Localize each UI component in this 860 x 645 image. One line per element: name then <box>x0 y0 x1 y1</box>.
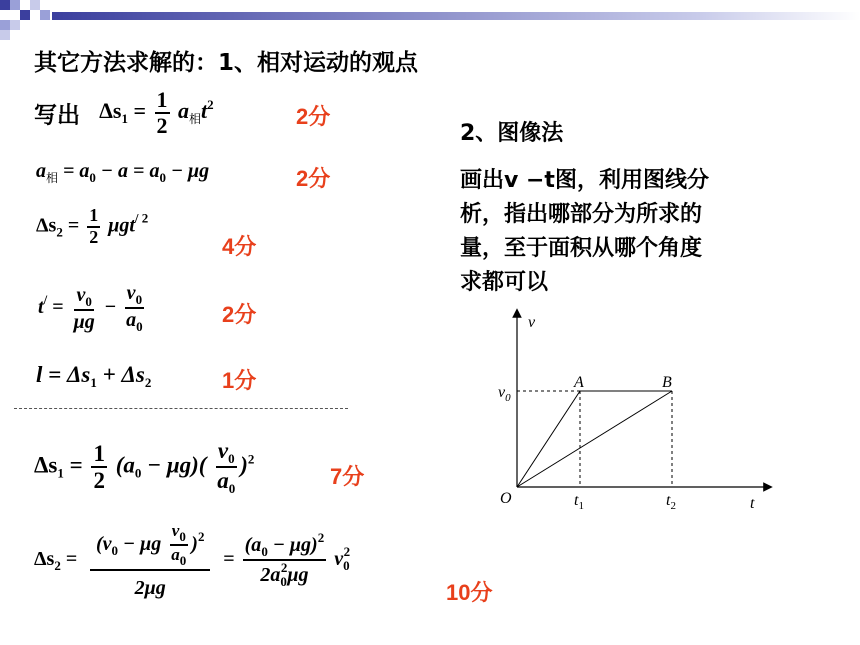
origin-label: O <box>500 490 512 507</box>
method2-line-4: 求都可以 <box>460 270 549 295</box>
equation-l: $l = \Delta s_1 + \Delta s_2$ <box>36 362 152 390</box>
score-5: 1分 <box>222 368 257 393</box>
x-axis-label: t <box>750 495 755 512</box>
score-6: 7分 <box>330 464 365 489</box>
method2-line-3: 量，至于面积从哪个角度 <box>460 236 703 261</box>
t1-label: $t_1$ <box>574 492 584 512</box>
equation-t-prime: t/ = $\frac{v_0}{\mu g}$ − $\frac{v_0}{a_0}$ <box>38 282 143 335</box>
equation-ds2-final: $\Delta s_2$ = ($v_0 - \mu g$ $\frac{v_0}{a_0}$ )$^2$ 2μg = $\frac{(a_0 - \mu g)^2}{2a_0^2\mu g}$ $v_0^2$ <box>34 521 351 599</box>
equation-a-relative: $a_相 = a_0 - a = a_0 - \mu g$ <box>36 160 210 185</box>
t2-label: $t_2$ <box>666 492 676 512</box>
write-label: 写出 <box>34 102 80 129</box>
method2-heading: 2、图像法 <box>460 121 564 146</box>
method2-line-1: 画出v −t图，利用图线分 <box>460 168 709 193</box>
dashed-divider <box>14 408 348 409</box>
line-oa <box>517 391 580 487</box>
point-a-label: A <box>574 374 584 391</box>
method2-text <box>460 164 790 300</box>
score-3: 4分 <box>222 234 257 259</box>
point-b-label: B <box>662 374 672 391</box>
line-ob <box>517 391 672 487</box>
score-1: 2分 <box>296 104 331 129</box>
vt-graph <box>490 305 780 530</box>
page-title: 其它方法求解的：1、相对运动的观点 <box>34 50 419 76</box>
score-4: 2分 <box>222 302 257 327</box>
method2-line-2: 析，指出哪部分为所求的 <box>460 202 703 227</box>
equation-ds2-relative: $\Delta s_2$ = $\frac{1}{2}$ μgt$^{/ 2}$ <box>36 205 149 247</box>
v0-label: $v_0$ <box>498 384 511 404</box>
score-2: 2分 <box>296 166 331 191</box>
equation-ds1-final: $\Delta s_1$ = $\frac{1}{2}$ $(a_0 - \mu g)$( $\frac{v_0}{a_0}$ )$^2$ <box>34 438 255 497</box>
score-7: 10分 <box>446 580 493 605</box>
header-decoration <box>0 0 860 40</box>
y-axis-label: v <box>528 314 536 331</box>
equation-ds1-relative: 写出 $\Delta s_1$ = $\frac{1}{2}$ $a_相t^2$ <box>34 87 214 139</box>
